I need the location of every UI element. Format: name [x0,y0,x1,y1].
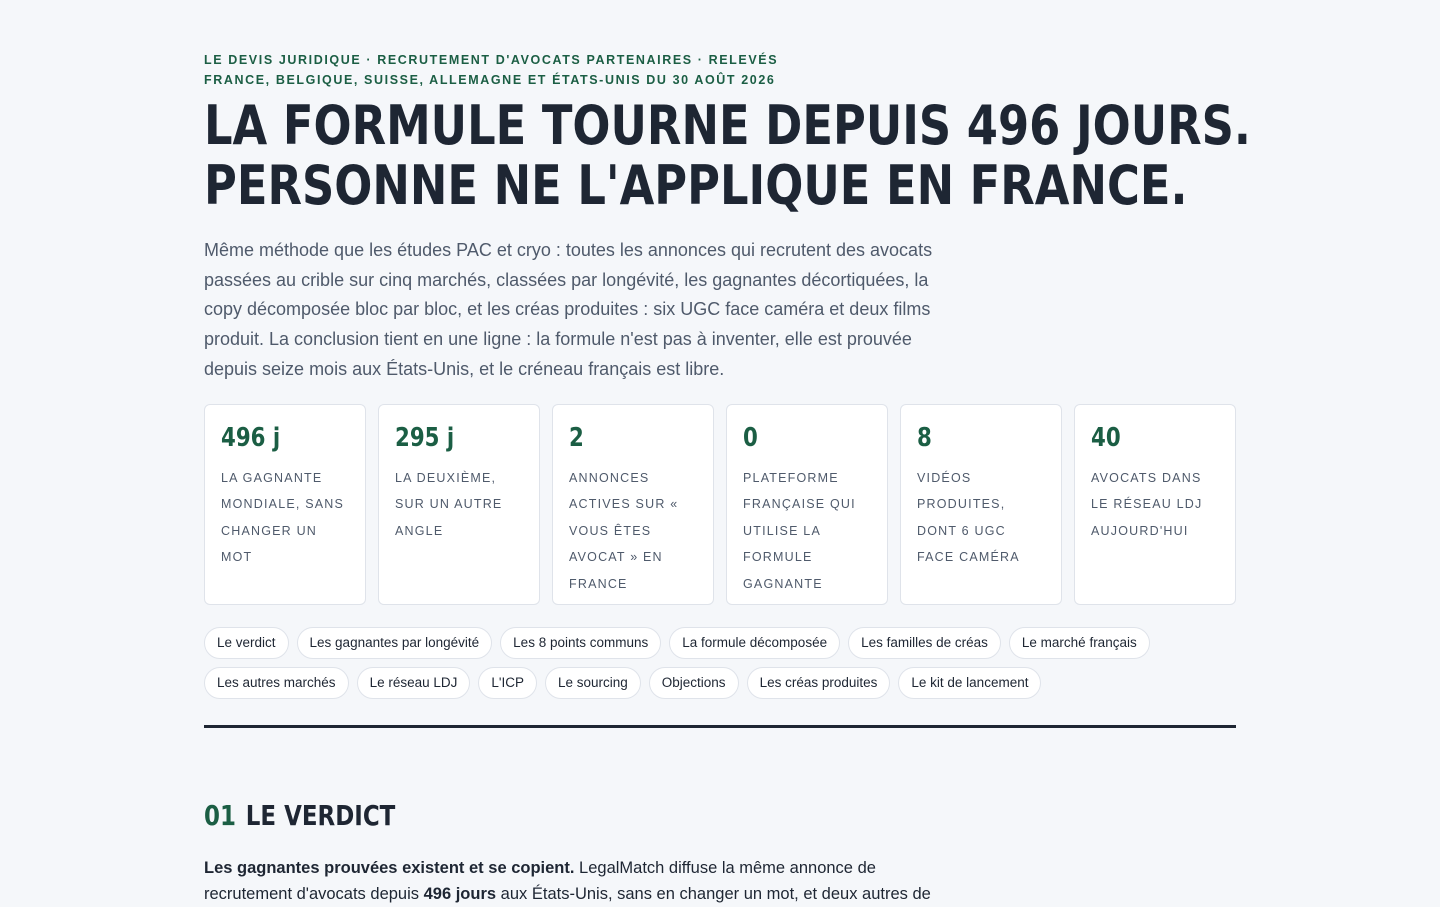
stat-value: 2 [569,423,584,453]
stat-card [726,404,888,605]
emphasis-days: 496 jours [423,885,497,903]
section-number: 01 [204,799,236,832]
stat-card [552,404,714,605]
nav-chip-reseau-ldj[interactable]: Le réseau LDJ [357,667,471,699]
stat-label: AVOCATS DANS LE RÉSEAU LDJ AUJOURD'HUI [1091,471,1203,538]
section-paragraph [204,855,939,907]
lead-sentence: Les gagnantes prouvées existent et se copient. [204,859,575,877]
stat-label: LA DEUXIÈME, SUR UN AUTRE ANGLE [395,471,503,538]
stat-card [204,404,366,605]
nav-chip-formule[interactable]: La formule décomposée [669,627,840,659]
nav-chip-points-communs[interactable]: Les 8 points communs [500,627,661,659]
stat-card [1074,404,1236,605]
nav-chip-autres-marches[interactable]: Les autres marchés [204,667,349,699]
stat-value: 0 [743,423,758,453]
eyebrow [204,50,778,90]
stat-value: 40 [1091,423,1121,453]
stat-label: VIDÉOS PRODUITES, DONT 6 UGC FACE CAMÉRA [917,471,1020,565]
nav-chip-sourcing[interactable]: Le sourcing [545,667,641,699]
section-divider [204,725,1236,728]
intro-paragraph: Même méthode que les études PAC et cryo : toutes les annonces qui recrutent des avocats passées au crible sur cinq marchés, classées par longévité, les gagnantes décortiquées, la copy décomposée bloc par bloc, et les créas produites : six UGC face caméra et deux films produit. La conclusion tient en une ligne : la formule n'est pas à inventer, elle est prouvée depuis seize mois aux États-Unis, et le créneau français est libre. [204,240,933,379]
section-title: LE VERDICT [245,799,396,832]
paragraph-text: LegalMatch diffuse la même annonce de recrutement d'avocats depuis [204,859,876,903]
stat-label: LA GAGNANTE MONDIALE, SANS CHANGER UN MOT [221,471,345,565]
stat-value: 295 j [395,423,455,453]
nav-chip-icp[interactable]: L'ICP [478,667,537,699]
stat-label: ANNONCES ACTIVES SUR « VOUS ÊTES AVOCAT » EN FRANCE [569,471,679,591]
eyebrow-line-1: LE DEVIS JURIDIQUE · RECRUTEMENT D'AVOCATS PARTENAIRES · RELEVÉS [204,53,779,67]
section-nav [204,627,1244,699]
stat-value: 8 [917,423,932,453]
stats-row [204,404,1236,605]
stat-card [900,404,1062,605]
section-heading [204,798,395,834]
nav-chip-kit-lancement[interactable]: Le kit de lancement [898,667,1041,699]
paragraph-text: aux États-Unis, sans en changer un mot, et deux autres de [496,885,931,903]
page-title-line-1: LA FORMULE TOURNE DEPUIS 496 JOURS. [204,94,1251,157]
nav-chip-objections[interactable]: Objections [649,667,739,699]
eyebrow-line-2: FRANCE, BELGIQUE, SUISSE, ALLEMAGNE ET ÉTATS-UNIS DU 30 AOÛT 2026 [204,73,776,87]
nav-chip-verdict[interactable]: Le verdict [204,627,289,659]
stat-value: 496 j [221,423,281,453]
page-title [204,94,1251,217]
nav-chip-creas-produites[interactable]: Les créas produites [747,667,891,699]
stat-label: PLATEFORME FRANÇAISE QUI UTILISE LA FORMULE GAGNANTE [743,471,856,591]
nav-chip-marche-francais[interactable]: Le marché français [1009,627,1150,659]
page-title-line-2: PERSONNE NE L'APPLIQUE EN FRANCE. [204,154,1188,217]
nav-chip-gagnantes[interactable]: Les gagnantes par longévité [297,627,493,659]
nav-chip-familles-creas[interactable]: Les familles de créas [848,627,1001,659]
stat-card [378,404,540,605]
